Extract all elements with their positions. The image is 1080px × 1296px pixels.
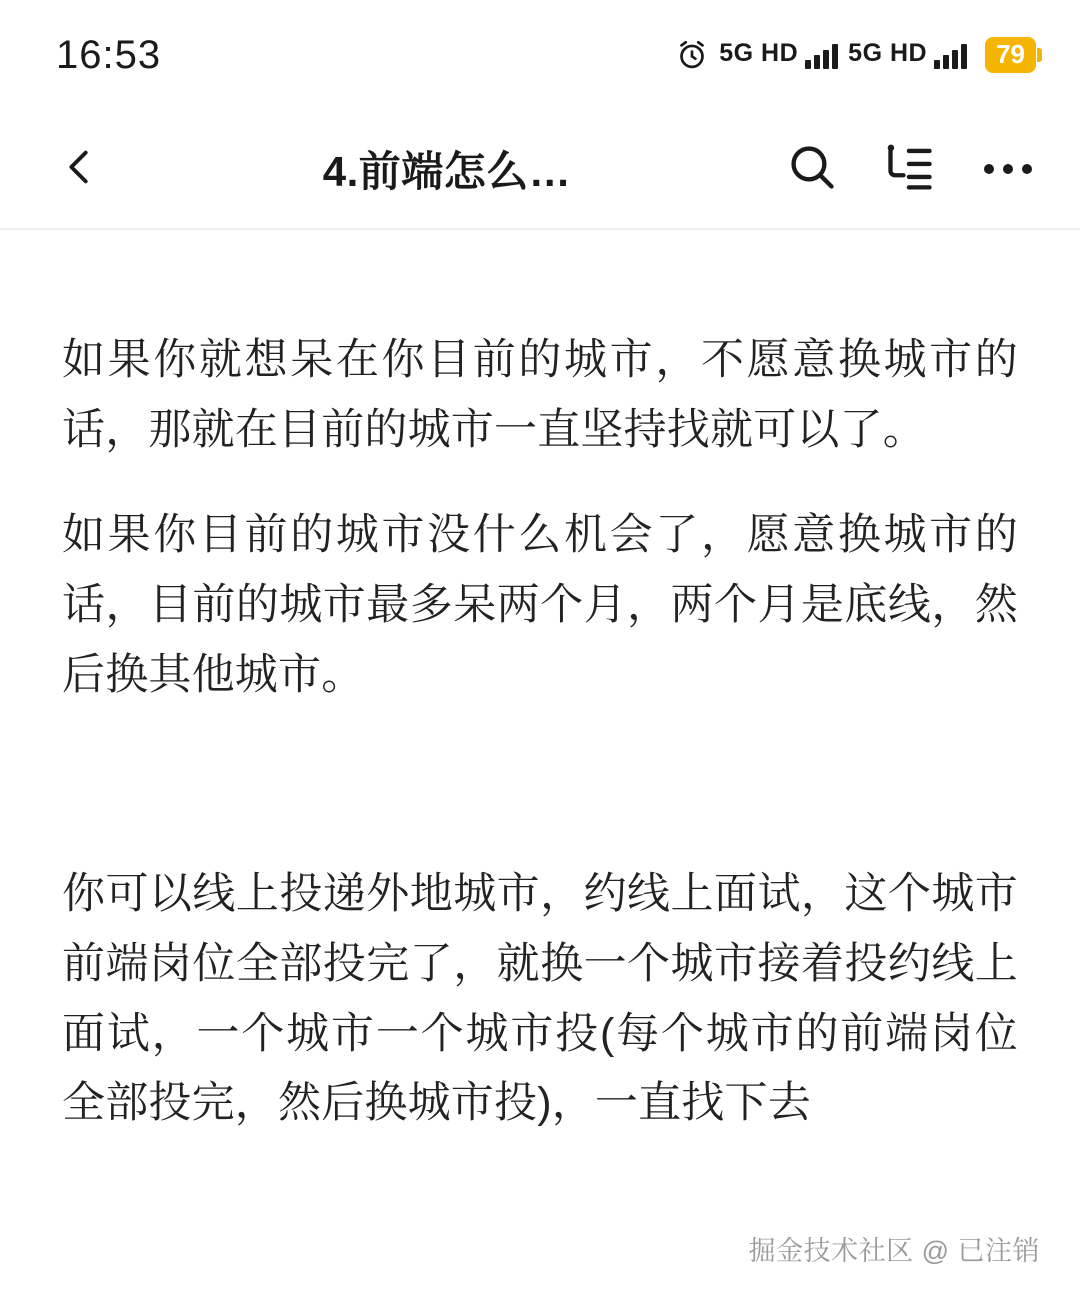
article-paragraph: 如果你目前的城市没什么机会了，愿意换城市的话，目前的城市最多呆两个月，两个月是底线，然后换其他城市。 <box>62 511 1018 699</box>
nav-actions <box>780 137 1040 201</box>
more-button[interactable] <box>976 137 1040 201</box>
status-indicators <box>675 37 1036 73</box>
alarm-clock-icon <box>675 38 709 72</box>
nav-bar <box>0 110 1080 230</box>
sim1-signal-bars-icon <box>805 43 838 69</box>
battery-indicator: 79 <box>985 37 1036 73</box>
page-title: 4.前端怎么… <box>322 148 572 195</box>
more-dots-icon <box>984 164 1032 174</box>
watermark-text: 掘金技术社区 @ 已注销 <box>748 1236 1040 1266</box>
sim2-signal <box>848 41 967 69</box>
back-button[interactable] <box>44 134 114 204</box>
article-paragraph: 如果你就想呆在你目前的城市，不愿意换城市的话，那就在目前的城市一直坚持找就可以了。 <box>62 336 1018 454</box>
watermark <box>749 1229 1040 1268</box>
search-button[interactable] <box>780 137 844 201</box>
status-bar <box>0 0 1080 110</box>
sim2-network-label: 5G HD <box>848 39 928 67</box>
article-content <box>0 230 1080 1139</box>
catalog-button[interactable] <box>878 137 942 201</box>
article-paragraph: 你可以线上投递外地城市，约线上面试，这个城市前端岗位全部投完了，就换一个城市接着投约线上面试，一个城市一个城市投(每个城市的前端岗位全部投完，然后换城市投)，一直找下去 <box>62 870 1018 1128</box>
sim2-signal-bars-icon <box>934 43 967 69</box>
chevron-left-icon <box>56 144 102 195</box>
sim1-signal <box>719 41 838 69</box>
search-icon <box>786 141 838 198</box>
catalog-list-icon <box>884 141 936 198</box>
sim1-network-label: 5G HD <box>719 39 799 67</box>
status-time: 16:53 <box>56 32 162 77</box>
